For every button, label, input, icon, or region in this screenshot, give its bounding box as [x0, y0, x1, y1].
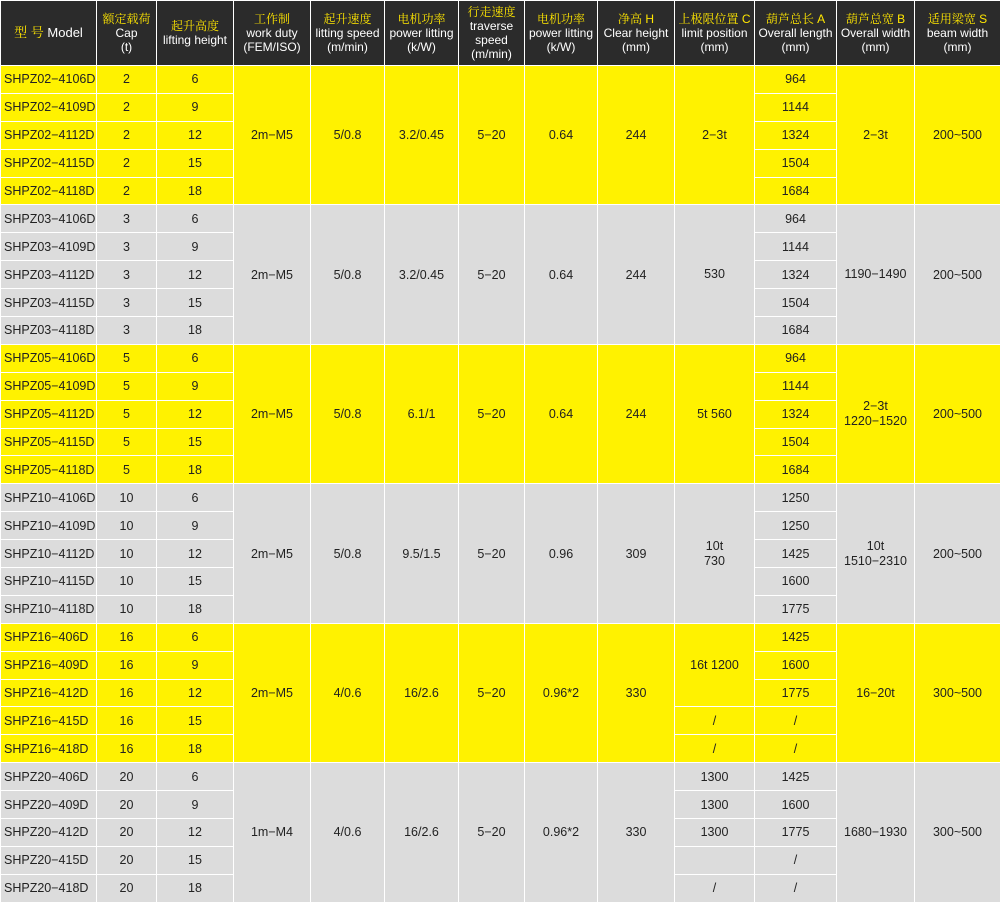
limit-position-cell: / [675, 874, 755, 902]
lifting-height-cell: 12 [157, 261, 234, 289]
cap-cell: 20 [97, 763, 157, 791]
limit-position-cell: / [675, 707, 755, 735]
model-cell: SHPZ10−4112D [1, 540, 97, 568]
limit-position-cell [675, 846, 755, 874]
clear-height-cell: 244 [598, 205, 675, 344]
power-traverse-cell: 0.64 [525, 66, 598, 205]
overall-length-cell: 1324 [755, 261, 837, 289]
cap-cell: 3 [97, 261, 157, 289]
lifting-height-cell: 18 [157, 595, 234, 623]
overall-width-cell: 1190−1490 [837, 205, 915, 344]
header-overall-width: 葫芦总宽 B Overall width (mm) [837, 1, 915, 66]
clear-height-cell: 309 [598, 484, 675, 623]
header-lifting-speed: 起升速度 litting speed (m/min) [311, 1, 385, 66]
limit-position-cell: 1300 [675, 819, 755, 847]
model-cell: SHPZ16−418D [1, 735, 97, 763]
cap-cell: 2 [97, 121, 157, 149]
lifting-height-cell: 18 [157, 317, 234, 345]
model-cell: SHPZ05−4112D [1, 400, 97, 428]
overall-length-cell: 1775 [755, 819, 837, 847]
cap-cell: 5 [97, 372, 157, 400]
work-duty-cell: 2m−M5 [234, 344, 311, 483]
lifting-height-cell: 9 [157, 372, 234, 400]
model-cell: SHPZ02−4109D [1, 93, 97, 121]
work-duty-cell: 2m−M5 [234, 66, 311, 205]
lifting-height-cell: 6 [157, 66, 234, 94]
cap-cell: 10 [97, 595, 157, 623]
cap-cell: 16 [97, 679, 157, 707]
model-cell: SHPZ16−406D [1, 623, 97, 651]
cap-cell: 3 [97, 233, 157, 261]
model-cell: SHPZ03−4112D [1, 261, 97, 289]
table-row [1, 484, 1000, 512]
lifting-height-cell: 12 [157, 121, 234, 149]
header-power-traverse: 电机功率 power litting (k/W) [525, 1, 598, 66]
cap-cell: 16 [97, 623, 157, 651]
lifting-height-cell: 15 [157, 289, 234, 317]
cap-cell: 2 [97, 177, 157, 205]
cap-cell: 2 [97, 149, 157, 177]
limit-position-cell: 1300 [675, 791, 755, 819]
lifting-height-cell: 9 [157, 233, 234, 261]
table-row [1, 763, 1000, 791]
table-body [1, 66, 1000, 903]
overall-length-cell: 1324 [755, 400, 837, 428]
cap-cell: 20 [97, 791, 157, 819]
lifting-height-cell: 15 [157, 149, 234, 177]
header-clear-height: 净高 H Clear height (mm) [598, 1, 675, 66]
model-cell: SHPZ16−409D [1, 651, 97, 679]
header-cap: 额定载荷 Cap (t) [97, 1, 157, 66]
model-cell: SHPZ02−4106D [1, 66, 97, 94]
cap-cell: 16 [97, 651, 157, 679]
traverse-speed-cell: 5−20 [459, 344, 525, 483]
lifting-height-cell: 12 [157, 679, 234, 707]
limit-position-cell: 5t 560 [675, 344, 755, 483]
header-power-lifting: 电机功率 power litting (k/W) [385, 1, 459, 66]
power-lifting-cell: 9.5/1.5 [385, 484, 459, 623]
overall-length-cell: 1600 [755, 568, 837, 596]
power-traverse-cell: 0.64 [525, 205, 598, 344]
model-cell: SHPZ03−4118D [1, 317, 97, 345]
lifting-height-cell: 6 [157, 344, 234, 372]
overall-length-cell: 1775 [755, 679, 837, 707]
lifting-height-cell: 9 [157, 651, 234, 679]
cap-cell: 16 [97, 707, 157, 735]
lifting-height-cell: 15 [157, 428, 234, 456]
overall-length-cell: 1324 [755, 121, 837, 149]
overall-length-cell: / [755, 874, 837, 902]
model-cell: SHPZ05−4118D [1, 456, 97, 484]
work-duty-cell: 2m−M5 [234, 205, 311, 344]
lifting-height-cell: 6 [157, 623, 234, 651]
lifting-speed-cell: 5/0.8 [311, 66, 385, 205]
overall-length-cell: 1600 [755, 791, 837, 819]
beam-width-cell: 200~500 [915, 205, 1000, 344]
model-cell: SHPZ10−4115D [1, 568, 97, 596]
model-cell: SHPZ20−409D [1, 791, 97, 819]
overall-length-cell: 1250 [755, 512, 837, 540]
overall-length-cell: / [755, 735, 837, 763]
lifting-height-cell: 9 [157, 791, 234, 819]
header-work-duty: 工作制 work duty (FEM/ISO) [234, 1, 311, 66]
header-lifting-height: 起升高度 lifting height [157, 1, 234, 66]
model-cell: SHPZ20−406D [1, 763, 97, 791]
lifting-height-cell: 15 [157, 568, 234, 596]
header-model: 型 号 Model [1, 1, 97, 66]
power-lifting-cell: 16/2.6 [385, 623, 459, 762]
overall-length-cell: 1425 [755, 540, 837, 568]
overall-length-cell: / [755, 707, 837, 735]
overall-length-cell: 1775 [755, 595, 837, 623]
power-lifting-cell: 3.2/0.45 [385, 66, 459, 205]
limit-position-cell: 10t 730 [675, 484, 755, 623]
lifting-height-cell: 12 [157, 819, 234, 847]
cap-cell: 2 [97, 93, 157, 121]
model-cell: SHPZ02−4115D [1, 149, 97, 177]
overall-length-cell: 1504 [755, 149, 837, 177]
model-cell: SHPZ20−412D [1, 819, 97, 847]
limit-position-cell: 1300 [675, 763, 755, 791]
cap-cell: 5 [97, 456, 157, 484]
clear-height-cell: 330 [598, 623, 675, 762]
clear-height-cell: 244 [598, 66, 675, 205]
cap-cell: 3 [97, 205, 157, 233]
model-cell: SHPZ05−4109D [1, 372, 97, 400]
cap-cell: 2 [97, 66, 157, 94]
overall-length-cell: 964 [755, 66, 837, 94]
power-traverse-cell: 0.96 [525, 484, 598, 623]
power-traverse-cell: 0.96*2 [525, 623, 598, 762]
overall-width-cell: 16−20t [837, 623, 915, 762]
header-limit-position: 上极限位置 C limit position (mm) [675, 1, 755, 66]
beam-width-cell: 300~500 [915, 763, 1000, 902]
cap-cell: 20 [97, 874, 157, 902]
overall-length-cell: 1425 [755, 623, 837, 651]
cap-cell: 10 [97, 484, 157, 512]
overall-length-cell: 1425 [755, 763, 837, 791]
lifting-height-cell: 6 [157, 484, 234, 512]
limit-position-cell: 530 [675, 205, 755, 344]
overall-length-cell: 1504 [755, 289, 837, 317]
overall-width-cell: 1680−1930 [837, 763, 915, 902]
model-cell: SHPZ16−415D [1, 707, 97, 735]
model-cell: SHPZ05−4106D [1, 344, 97, 372]
model-cell: SHPZ10−4106D [1, 484, 97, 512]
beam-width-cell: 200~500 [915, 484, 1000, 623]
table-row [1, 623, 1000, 651]
power-lifting-cell: 16/2.6 [385, 763, 459, 902]
lifting-height-cell: 15 [157, 846, 234, 874]
model-cell: SHPZ03−4109D [1, 233, 97, 261]
overall-length-cell: 1250 [755, 484, 837, 512]
lifting-height-cell: 12 [157, 400, 234, 428]
header-row [1, 1, 1000, 66]
work-duty-cell: 2m−M5 [234, 484, 311, 623]
power-traverse-cell: 0.64 [525, 344, 598, 483]
model-cell: SHPZ03−4115D [1, 289, 97, 317]
table-row [1, 66, 1000, 94]
model-cell: SHPZ02−4112D [1, 121, 97, 149]
overall-width-cell: 2−3t 1220−1520 [837, 344, 915, 483]
cap-cell: 3 [97, 317, 157, 345]
traverse-speed-cell: 5−20 [459, 205, 525, 344]
lifting-height-cell: 18 [157, 177, 234, 205]
power-lifting-cell: 6.1/1 [385, 344, 459, 483]
cap-cell: 5 [97, 344, 157, 372]
lifting-height-cell: 18 [157, 874, 234, 902]
table-row [1, 344, 1000, 372]
overall-length-cell: 1684 [755, 317, 837, 345]
overall-length-cell: 1684 [755, 456, 837, 484]
lifting-height-cell: 6 [157, 763, 234, 791]
lifting-height-cell: 9 [157, 512, 234, 540]
cap-cell: 3 [97, 289, 157, 317]
table-row [1, 205, 1000, 233]
lifting-height-cell: 18 [157, 456, 234, 484]
overall-length-cell: 1144 [755, 372, 837, 400]
lifting-speed-cell: 4/0.6 [311, 763, 385, 902]
overall-width-cell: 10t 1510−2310 [837, 484, 915, 623]
lifting-height-cell: 15 [157, 707, 234, 735]
power-traverse-cell: 0.96*2 [525, 763, 598, 902]
cap-cell: 10 [97, 540, 157, 568]
overall-length-cell: 1144 [755, 93, 837, 121]
header-overall-length: 葫芦总长 A Overall length (mm) [755, 1, 837, 66]
cap-cell: 5 [97, 428, 157, 456]
power-lifting-cell: 3.2/0.45 [385, 205, 459, 344]
model-cell: SHPZ10−4109D [1, 512, 97, 540]
limit-position-cell: 2−3t [675, 66, 755, 205]
overall-length-cell: / [755, 846, 837, 874]
limit-position-cell: / [675, 735, 755, 763]
clear-height-cell: 244 [598, 344, 675, 483]
overall-length-cell: 1684 [755, 177, 837, 205]
lifting-speed-cell: 5/0.8 [311, 344, 385, 483]
overall-length-cell: 964 [755, 344, 837, 372]
model-cell: SHPZ02−4118D [1, 177, 97, 205]
cap-cell: 20 [97, 846, 157, 874]
lifting-height-cell: 9 [157, 93, 234, 121]
traverse-speed-cell: 5−20 [459, 763, 525, 902]
model-cell: SHPZ10−4118D [1, 595, 97, 623]
limit-position-cell: 16t 1200 [675, 623, 755, 707]
beam-width-cell: 200~500 [915, 344, 1000, 483]
cap-cell: 10 [97, 512, 157, 540]
model-cell: SHPZ05−4115D [1, 428, 97, 456]
lifting-height-cell: 18 [157, 735, 234, 763]
header-beam-width: 适用梁宽 S beam width (mm) [915, 1, 1000, 66]
model-cell: SHPZ20−415D [1, 846, 97, 874]
traverse-speed-cell: 5−20 [459, 484, 525, 623]
traverse-speed-cell: 5−20 [459, 66, 525, 205]
overall-length-cell: 1600 [755, 651, 837, 679]
header-traverse-speed: 行走速度 traverse speed (m/min) [459, 1, 525, 66]
work-duty-cell: 1m−M4 [234, 763, 311, 902]
lifting-height-cell: 6 [157, 205, 234, 233]
overall-length-cell: 1144 [755, 233, 837, 261]
cap-cell: 16 [97, 735, 157, 763]
lifting-speed-cell: 4/0.6 [311, 623, 385, 762]
beam-width-cell: 200~500 [915, 66, 1000, 205]
work-duty-cell: 2m−M5 [234, 623, 311, 762]
lifting-speed-cell: 5/0.8 [311, 484, 385, 623]
beam-width-cell: 300~500 [915, 623, 1000, 762]
overall-width-cell: 2−3t [837, 66, 915, 205]
lifting-speed-cell: 5/0.8 [311, 205, 385, 344]
cap-cell: 10 [97, 568, 157, 596]
model-cell: SHPZ20−418D [1, 874, 97, 902]
overall-length-cell: 1504 [755, 428, 837, 456]
overall-length-cell: 964 [755, 205, 837, 233]
lifting-height-cell: 12 [157, 540, 234, 568]
model-cell: SHPZ03−4106D [1, 205, 97, 233]
clear-height-cell: 330 [598, 763, 675, 902]
traverse-speed-cell: 5−20 [459, 623, 525, 762]
model-cell: SHPZ16−412D [1, 679, 97, 707]
cap-cell: 20 [97, 819, 157, 847]
cap-cell: 5 [97, 400, 157, 428]
